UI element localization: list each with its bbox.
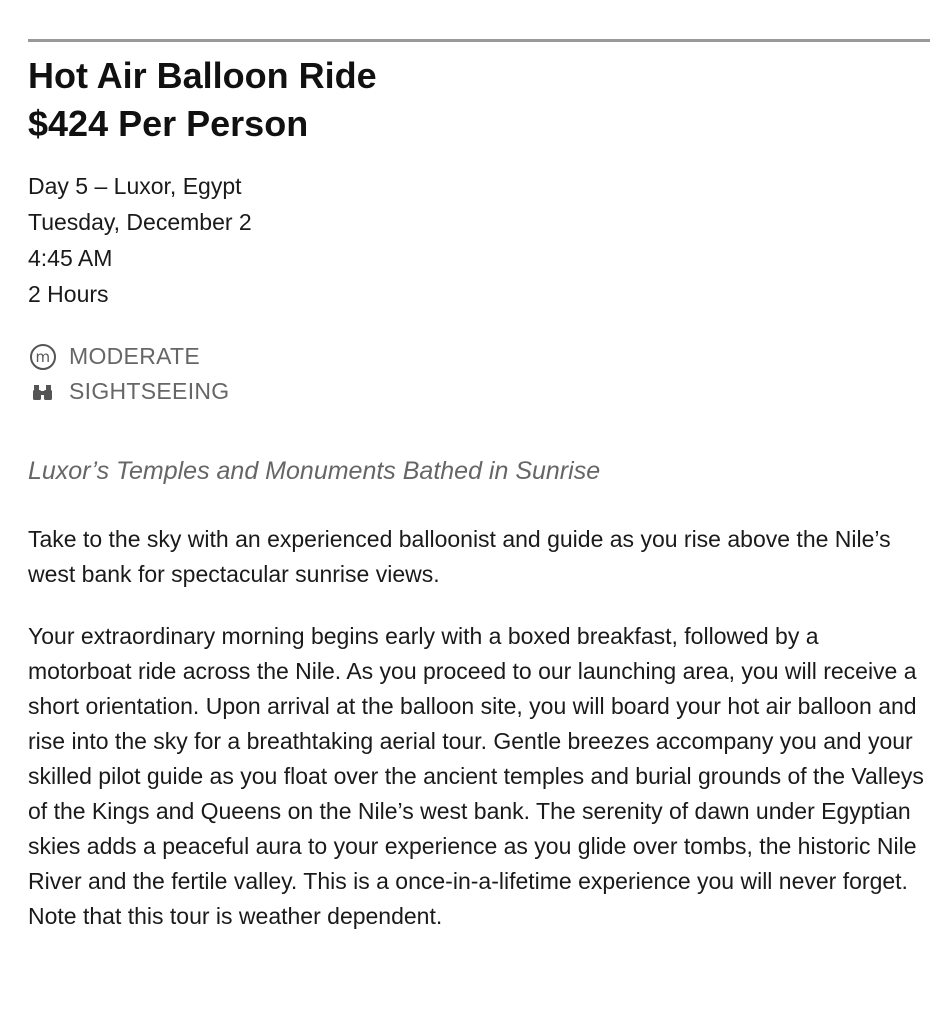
category-label: SIGHTSEEING xyxy=(69,378,230,404)
activity-duration: 2 Hours xyxy=(28,281,109,307)
category-tag xyxy=(28,374,928,409)
description-intro: Take to the sky with an experienced balloonist and guide as you rise above the Nile’s west bank for spectacular sunrise views. xyxy=(28,526,891,587)
activity-title: Hot Air Balloon Ride xyxy=(28,55,377,96)
description-body: Your extraordinary morning begins early with a boxed breakfast, followed by a motorboat ride across the Nile. As you proceed to our launching area, you will receive a short orientation. Upon arrival at the balloon site, you will board your hot air balloon and rise into the sky for a breathtaking aerial tour. Gentle breezes accompany you and your skilled pilot guide as you float over the ancient temples and burial grounds of the Valleys of the Kings and Queens on the Nile’s west bank. The serenity of dawn under Egyptian skies adds a peaceful aura to your experience as you glide over tombs, the historic Nile River and the fertile valley. This is a once-in-a-lifetime experience you will never forget. Note that this tour is weather dependent. xyxy=(28,623,924,929)
day-location: Day 5 – Luxor, Egypt xyxy=(28,173,242,199)
moderate-icon xyxy=(28,342,58,372)
activity-price: $424 Per Person xyxy=(28,103,309,144)
description-subtitle: Luxor’s Temples and Monuments Bathed in Sunrise xyxy=(28,457,601,485)
top-divider xyxy=(28,39,930,42)
svg-text:m: m xyxy=(35,347,51,366)
activity-tags xyxy=(28,339,928,409)
activity-details xyxy=(28,52,928,934)
binoculars-icon xyxy=(28,377,58,407)
activity-meta xyxy=(28,168,928,312)
activity-date: Tuesday, December 2 xyxy=(28,209,252,235)
activity-level-label: MODERATE xyxy=(69,343,201,369)
activity-level-tag xyxy=(28,339,928,374)
activity-time: 4:45 AM xyxy=(28,245,113,271)
